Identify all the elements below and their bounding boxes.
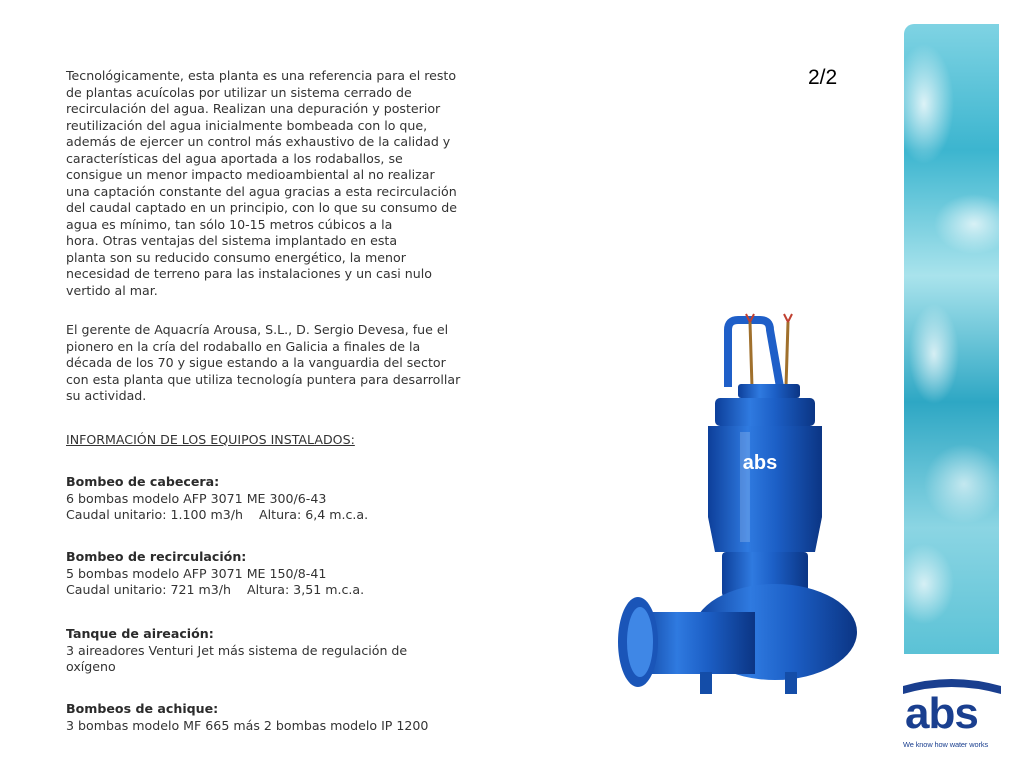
logo-text: abs — [905, 689, 978, 738]
paragraph-2: El gerente de Aquacría Arousa, S.L., D. Sergio Devesa, fue el pionero en la cría del rodaballo en Galicia a finales de la década de los 70 y sigue estando a la vanguardia del sector con esta planta que utiliza tecnología puntera para desarrollar su actividad. — [66, 322, 461, 403]
equipment-line: 5 bombas modelo AFP 3071 ME 150/8-41 — [66, 565, 327, 581]
equipment-title: Bombeos de achique: — [66, 701, 219, 716]
equipment-line: 3 bombas modelo MF 665 más 2 bombas modelo IP 1200 — [66, 717, 429, 733]
equipment-line: 6 bombas modelo AFP 3071 ME 300/6-43 — [66, 490, 327, 506]
equipment-title: Tanque de aireación: — [66, 626, 214, 641]
equipment-title: Bombeo de recirculación: — [66, 549, 247, 564]
equipment-item — [66, 626, 407, 676]
paragraph-1: Tecnológicamente, esta planta es una referencia para el resto de plantas acuícolas por utilizar un sistema cerrado de recirculación del agua. Realizan una depuración y posterior reutilización del agua inicialmente bombeada con lo que, además de ejercer un control más exhaustivo de la calidad y características del agua aportada a los rodaballos, se consigue un menor impacto medioambiental al no realizar una captación constante del agua gracias a esta recirculación del caudal captado en un principio, con lo que su consumo de agua es mínimo, tan sólo 10-15 metros cúbicos a la hora. Otras ventajas del sistema implantado en esta planta son su reducido consumo energético, la menor necesidad de terreno para las instalaciones y un casi nulo vertido al mar. — [66, 68, 458, 298]
equipment-line: 3 aireadores Venturi Jet más sistema de regulación de — [66, 642, 408, 658]
logo-tagline: We know how water works — [903, 740, 989, 749]
pump-abs-label: abs — [742, 452, 778, 474]
equipment-item — [66, 549, 364, 599]
equipment-line: Caudal unitario: 721 m3/h Altura: 3,51 m.c.a. — [66, 582, 365, 597]
equipment-item — [66, 701, 428, 734]
equipment-line: oxígeno — [66, 659, 116, 674]
equipment-line: Caudal unitario: 1.100 m3/h Altura: 6,4 m.c.a. — [66, 507, 369, 522]
water-image — [904, 24, 999, 654]
page-number: 2/2 — [808, 66, 838, 89]
equipment-title: Bombeo de cabecera: — [66, 474, 220, 489]
equipment-item — [66, 474, 368, 524]
pump-illustration — [610, 312, 860, 717]
section-heading: INFORMACIÓN DE LOS EQUIPOS INSTALADOS: — [66, 432, 355, 447]
